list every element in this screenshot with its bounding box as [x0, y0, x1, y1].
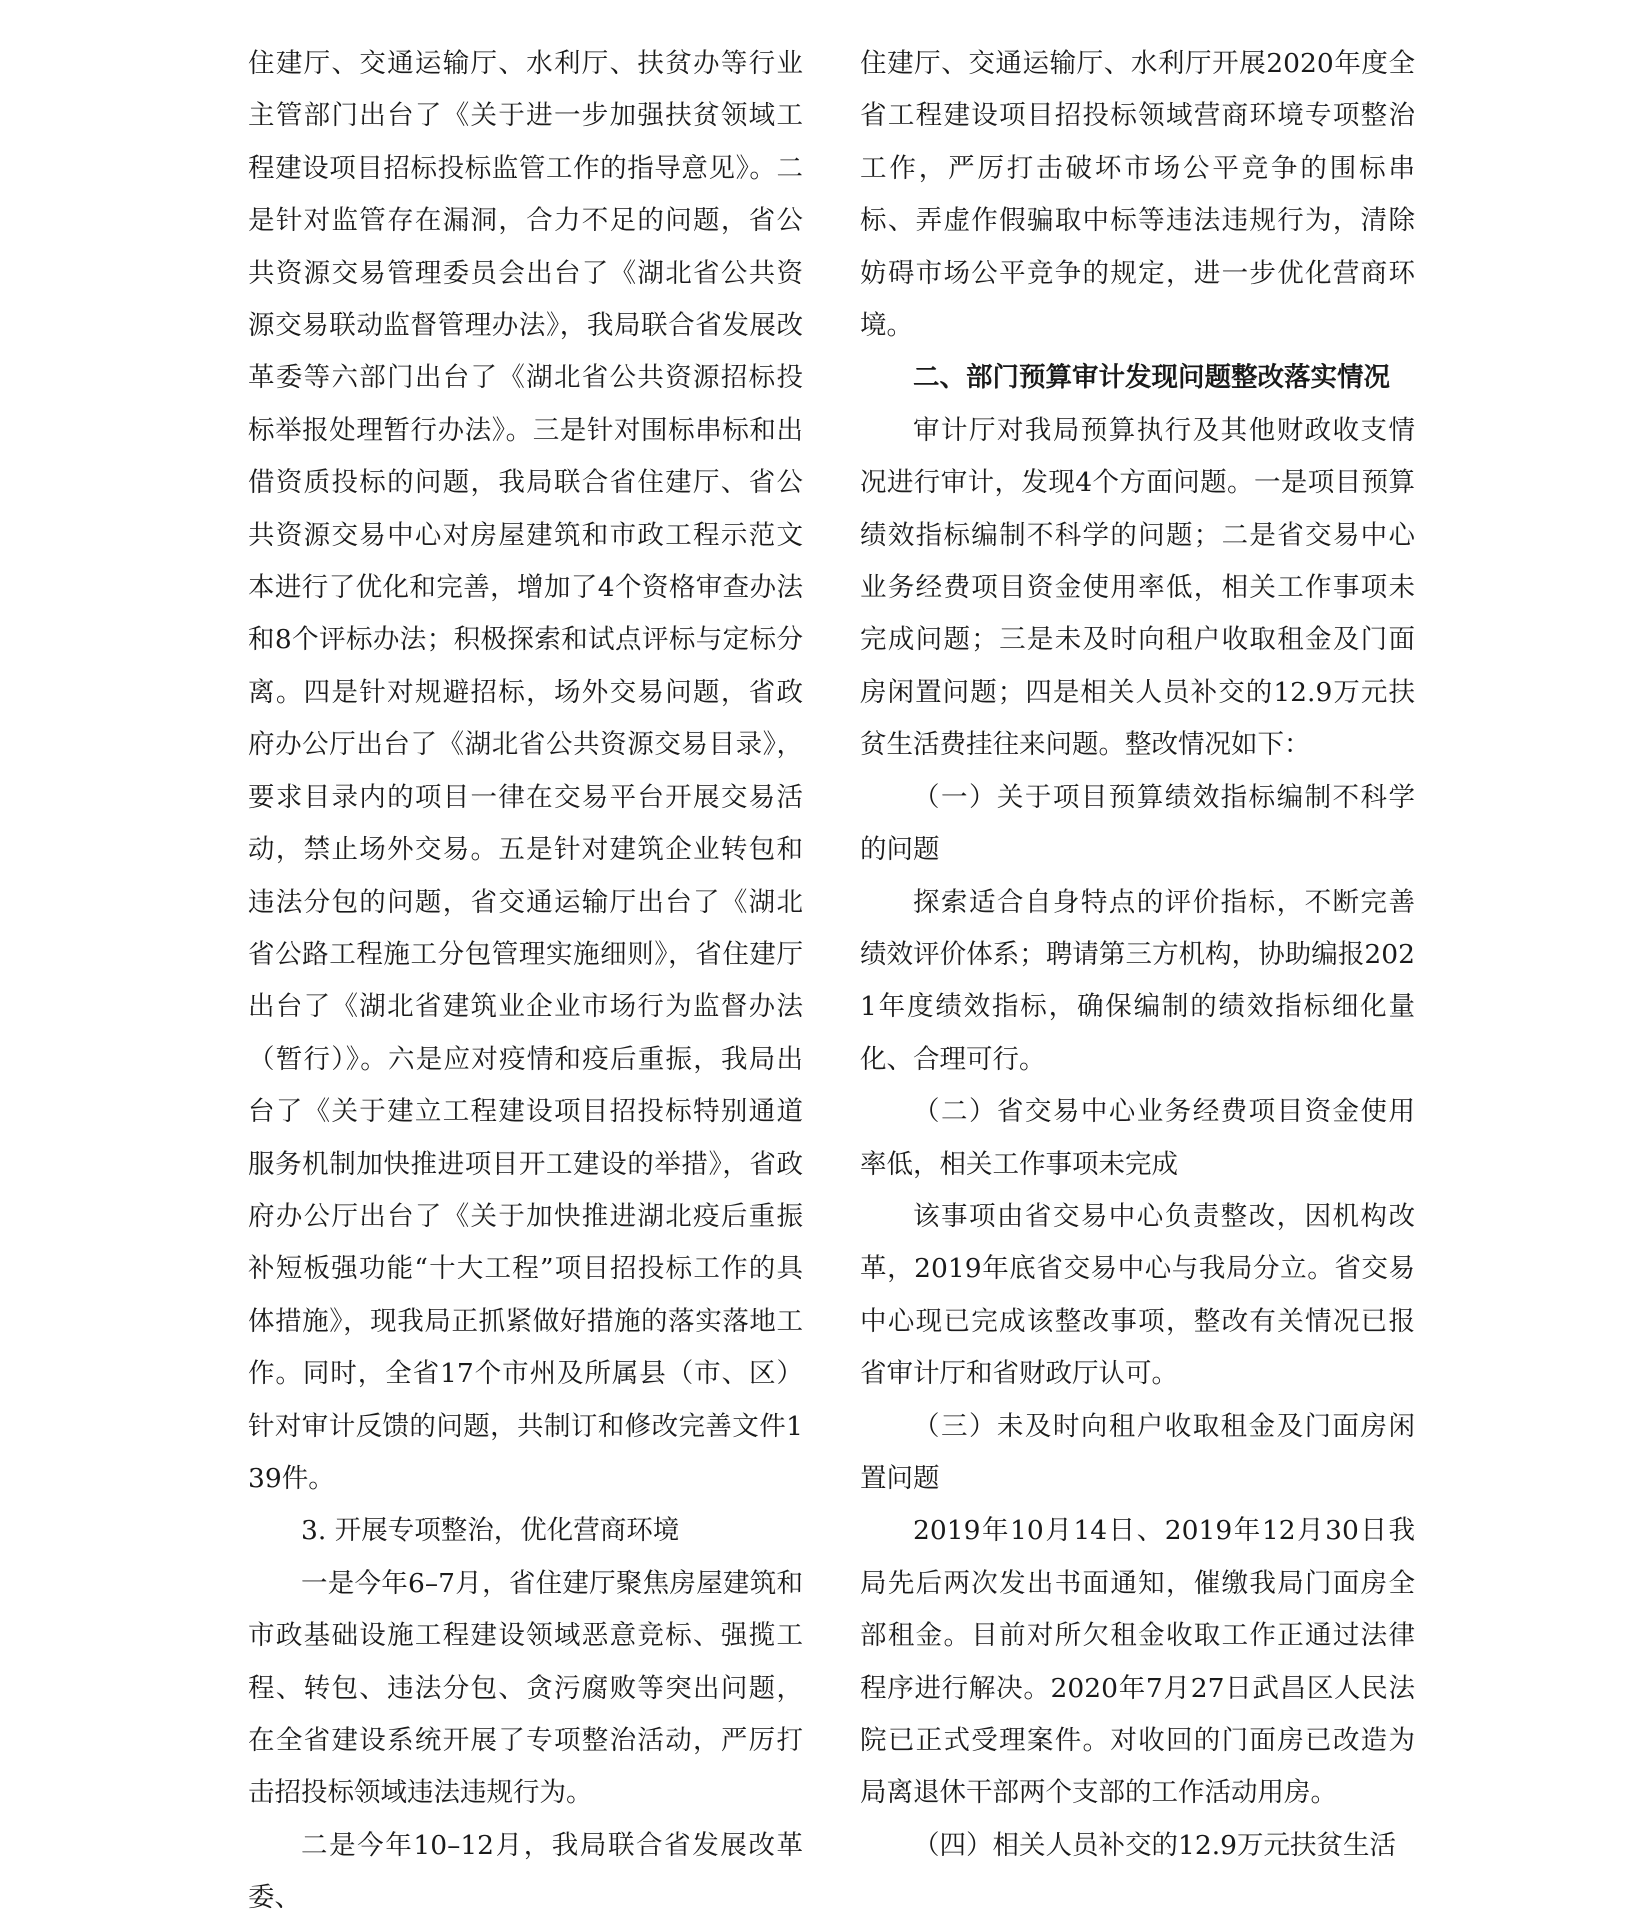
section-heading: 二、部门预算审计发现问题整改落实情况 [913, 362, 1390, 394]
paragraph: 探索适合自身特点的评价指标，不断完善绩效评价体系；聘请第三方机构，协助编报2021年度绩效指标，确保编制的绩效指标细化量化、合理可行。 [860, 886, 1415, 1075]
paragraph: 一是今年6–7月，省住建厅聚焦房屋建筑和市政基础设施工程建设领域恶意竞标、强揽工程、转包、违法分包、贪污腐败等突出问题，在全省建设系统开展了专项整治活动，严厉打击招投标领域违法违规行为。 [248, 1567, 803, 1809]
paragraph: 住建厅、交通运输厅、水利厅开展2020年度全省工程建设项目招投标领域营商环境专项整治工作，严厉打击破坏市场公平竞争的围标串标、弄虚作假骗取中标等违法违规行为，清除妨碍市场公平竞争的规定，进一步优化营商环境。 [860, 48, 1415, 342]
subsection-heading: （三）未及时向租户收取租金及门面房闲置问题 [860, 1410, 1415, 1494]
subsection-heading: （二）省交易中心业务经费项目资金使用率低，相关工作事项未完成 [860, 1096, 1415, 1180]
subsection-heading: （一）关于项目预算绩效指标编制不科学的问题 [860, 781, 1415, 866]
right-column [860, 38, 1415, 1872]
paragraph: 该事项由省交易中心负责整改，因机构改革，2019年底省交易中心与我局分立。省交易中心现已完成该整改事项，整改有关情况已报省审计厅和省财政厅认可。 [860, 1200, 1415, 1390]
left-column [248, 38, 803, 1925]
paragraph: 2019年10月14日、2019年12月30日我局先后两次发出书面通知，催缴我局门面房全部租金。目前对所欠租金收取工作正通过法律程序进行解决。2020年7月27日武昌区人民法院已正式受理案件。对收回的门面房已改造为局离退休干部两个支部的工作活动用房。 [860, 1515, 1415, 1809]
subsection-heading: （四）相关人员补交的12.9万元扶贫生活 [913, 1829, 1397, 1861]
paragraph: 住建厅、交通运输厅、水利厅、扶贫办等行业主管部门出台了《关于进一步加强扶贫领域工程建设项目招标投标监管工作的指导意见》。二是针对监管存在漏洞，合力不足的问题，省公共资源交易管理委员会出台了《湖北省公共资源交易联动监督管理办法》，我局联合省发展改革委等六部门出台了《湖北省公共资源招标投标举报处理暂行办法》。三是针对围标串标和出借资质投标的问题，我局联合省住建厅、省公共资源交易中心对房屋建筑和市政工程示范文本进行了优化和完善，增加了4个资格审查办法和8个评标办法；积极探索和试点评标与定标分离。四是针对规避招标，场外交易问题，省政府办公厅出台了《湖北省公共资源交易目录》，要求目录内的项目一律在交易平台开展交易活动，禁止场外交易。五是针对建筑企业转包和违法分包的问题，省交通运输厅出台了《湖北省公路工程施工分包管理实施细则》，省住建厅出台了《湖北省建筑业企业市场行为监督办法（暂行）》。六是应对疫情和疫后重振，我局出台了《关于建立工程建设项目招投标特别通道服务机制加快推进项目开工建设的举措》，省政府办公厅出台了《关于加快推进湖北疫后重振补短板强功能“十大工程”项目招投标工作的具体措施》，现我局正抓紧做好措施的落实落地工作。同时，全省17个市州及所属县（市、区）针对审计反馈的问题，共制订和修改完善文件139件。 [248, 48, 803, 1494]
paragraph: 二是今年10–12月，我局联合省发展改革委、 [248, 1829, 803, 1914]
paragraph: 审计厅对我局预算执行及其他财政收支情况进行审计，发现4个方面问题。一是项目预算绩效指标编制不科学的问题；二是省交易中心业务经费项目资金使用率低，相关工作事项未完成问题；三是未及时向租户收取租金及门面房闲置问题；四是相关人员补交的12.9万元扶贫生活费挂往来问题。整改情况如下： [860, 414, 1415, 761]
subsection-heading: 3. 开展专项整治，优化营商环境 [301, 1515, 680, 1547]
